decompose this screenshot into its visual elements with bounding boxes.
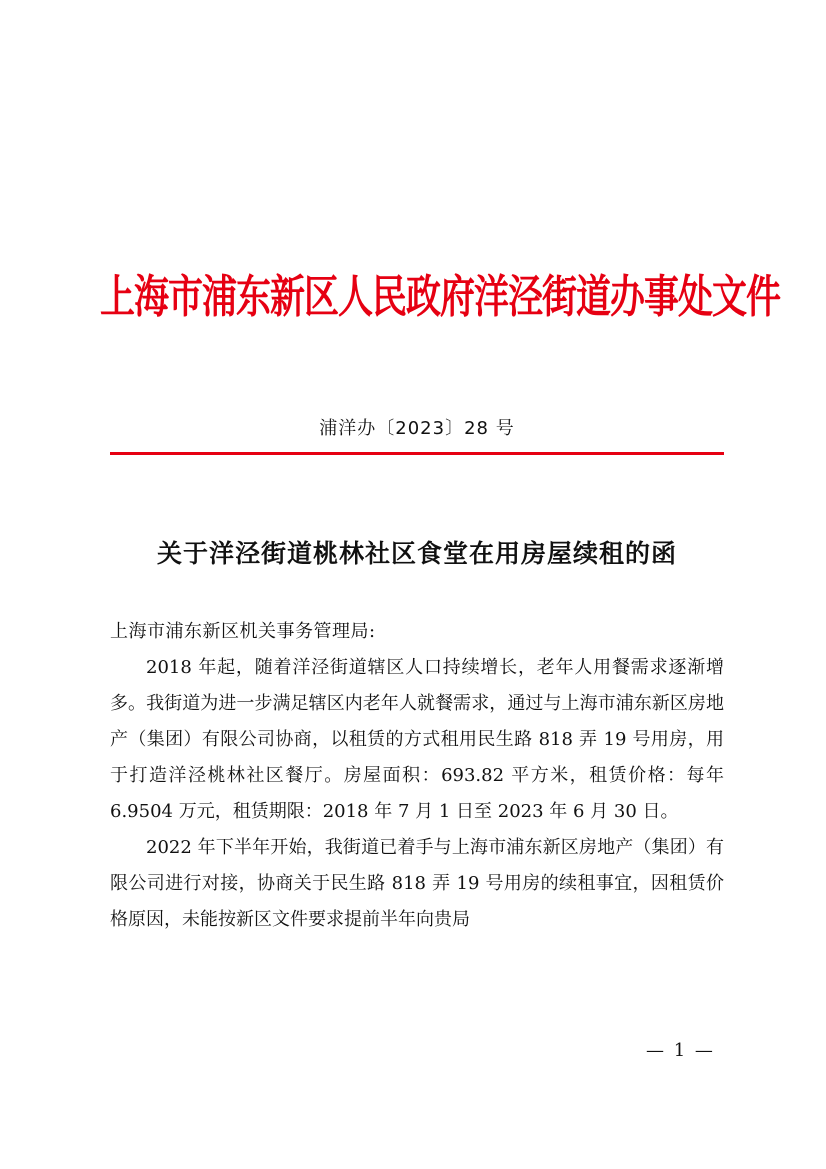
body-paragraph-1: 2018 年起，随着洋泾街道辖区人口持续增长，老年人用餐需求逐渐增多。我街道为进一步满足辖区内老年人就餐需求，通过与上海市浦东新区房地产（集团）有限公司协商，以租赁的方式租用民生路 818 弄 19 号用房，用于打造洋泾桃林社区餐厅。房屋面积：693.82 平方米，租赁价格：每年 6.9504 万元，租赁期限：2018 年 7 月 1 日至 2023 年 6 月 30 日。 (110, 657, 724, 822)
page-number: — 1 — (646, 1040, 715, 1061)
letter-body (110, 650, 724, 938)
letter-title: 关于洋泾街道桃林社区食堂在用房屋续租的函 (156, 539, 677, 568)
masthead-title: 上海市浦东新区人民政府洋泾街道办事处文件 (100, 270, 781, 324)
document-number: 浦洋办〔2023〕28 号 (319, 418, 515, 439)
body-paragraph-2: 2022 年下半年开始，我街道已着手与上海市浦东新区房地产（集团）有限公司进行对接，协商关于民生路 818 弄 19 号用房的续租事宜，因租赁价格原因，未能按新区文件要求提前半年向贵局 (110, 837, 724, 930)
red-divider-rule (110, 452, 724, 455)
recipient-line: 上海市浦东新区机关事务管理局: (110, 621, 376, 642)
